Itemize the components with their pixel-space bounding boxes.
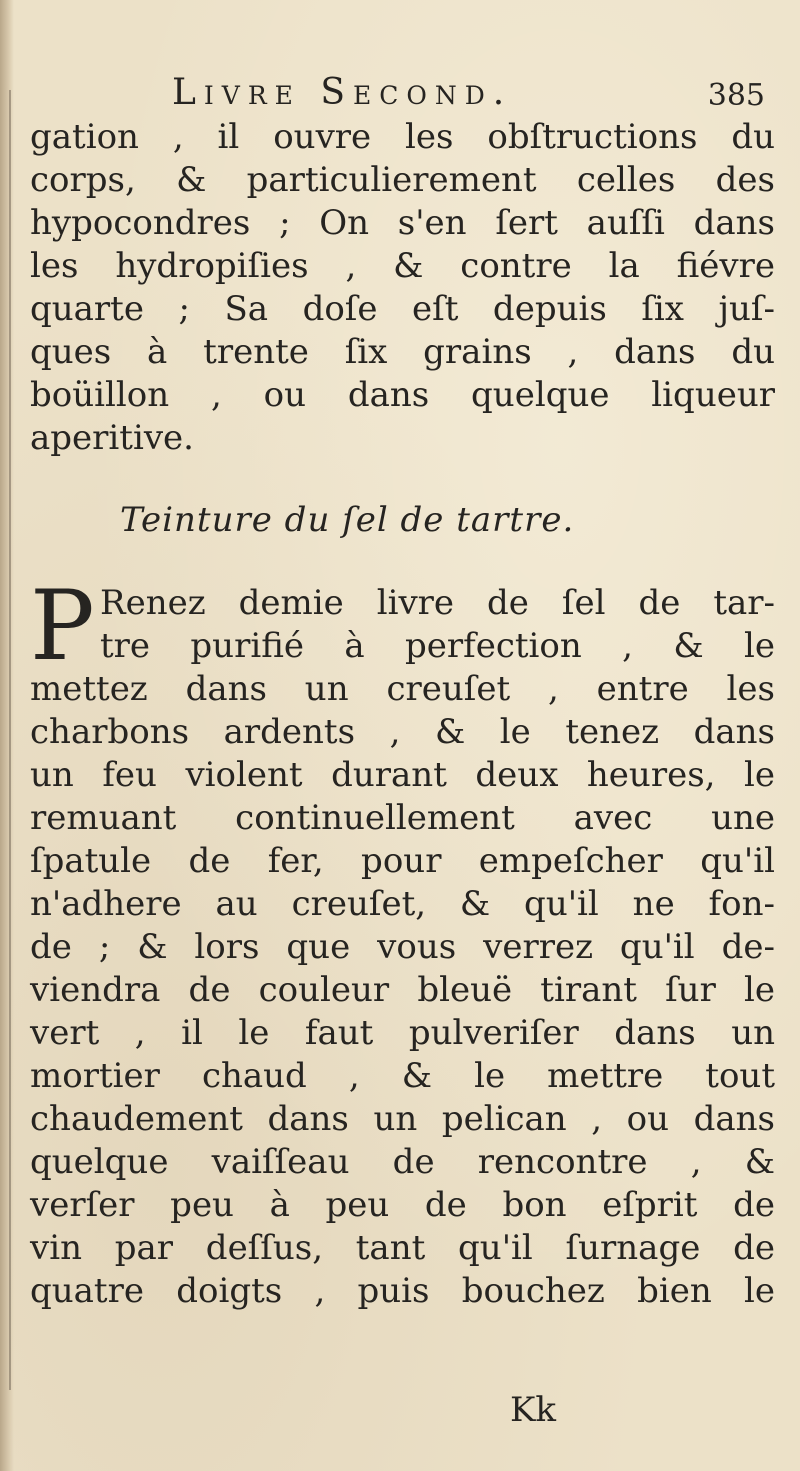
text-line: ſpatule de fer, pour empeſcher qu'il	[30, 841, 775, 881]
text-line: Renez demie livre de ſel de tar-	[100, 583, 775, 623]
drop-cap: P	[30, 570, 95, 682]
text-line: quelque vaiſſeau de rencontre , &	[30, 1142, 775, 1182]
text-line: corps, & particulierement celles des	[30, 160, 775, 200]
recipe-paragraph	[30, 570, 775, 1313]
text-line: viendra de couleur bleuë tirant ſur le	[30, 970, 775, 1010]
text-line: quarte ; Sa doſe eſt depuis ſix juſ-	[30, 289, 775, 329]
book-gutter	[0, 0, 14, 1471]
text-line: verſer peu à peu de bon eſprit de	[30, 1185, 775, 1225]
running-title: Livre Second.	[172, 72, 513, 113]
text-line: tre purifié à perfection , & le	[100, 626, 775, 666]
text-line: mettez dans un creuſet , entre les	[30, 669, 775, 709]
text-line: ques à trente ſix grains , dans du	[30, 332, 775, 372]
page-number: 385	[707, 78, 765, 113]
section-title: Teinture du ſel de tartre.	[120, 500, 575, 540]
text-line: vert , il le faut pulveriſer dans un	[30, 1013, 775, 1053]
text-line: remuant continuellement avec une	[30, 798, 775, 838]
drop-cap-block	[30, 570, 775, 682]
text-line: aperitive.	[30, 418, 194, 458]
text-line: vin par deſſus, tant qu'il ſurnage de	[30, 1228, 775, 1268]
text-line: gation , il ouvre les obſtructions du	[30, 117, 775, 157]
text-line: quatre doigts , puis bouchez bien le	[30, 1271, 775, 1311]
text-line: un feu violent durant deux heures, le	[30, 755, 775, 795]
text-line: mortier chaud , & le mettre tout	[30, 1056, 775, 1096]
book-page	[30, 70, 775, 1430]
text-line: hypocondres ; On s'en ſert auſſi dans	[30, 203, 775, 243]
signature-mark: Kk	[510, 1390, 557, 1430]
text-line: chaudement dans un pelican , ou dans	[30, 1099, 775, 1139]
gutter-line	[9, 90, 11, 1390]
text-line: n'adhere au creuſet, & qu'il ne fon-	[30, 884, 775, 924]
text-line: de ; & lors que vous verrez qu'il de-	[30, 927, 775, 967]
text-line: charbons ardents , & le tenez dans	[30, 712, 775, 752]
paragraph-continued	[30, 116, 775, 460]
text-line: boüillon , ou dans quelque liqueur	[30, 375, 775, 415]
text-line: les hydropiſies , & contre la fiévre	[30, 246, 775, 286]
